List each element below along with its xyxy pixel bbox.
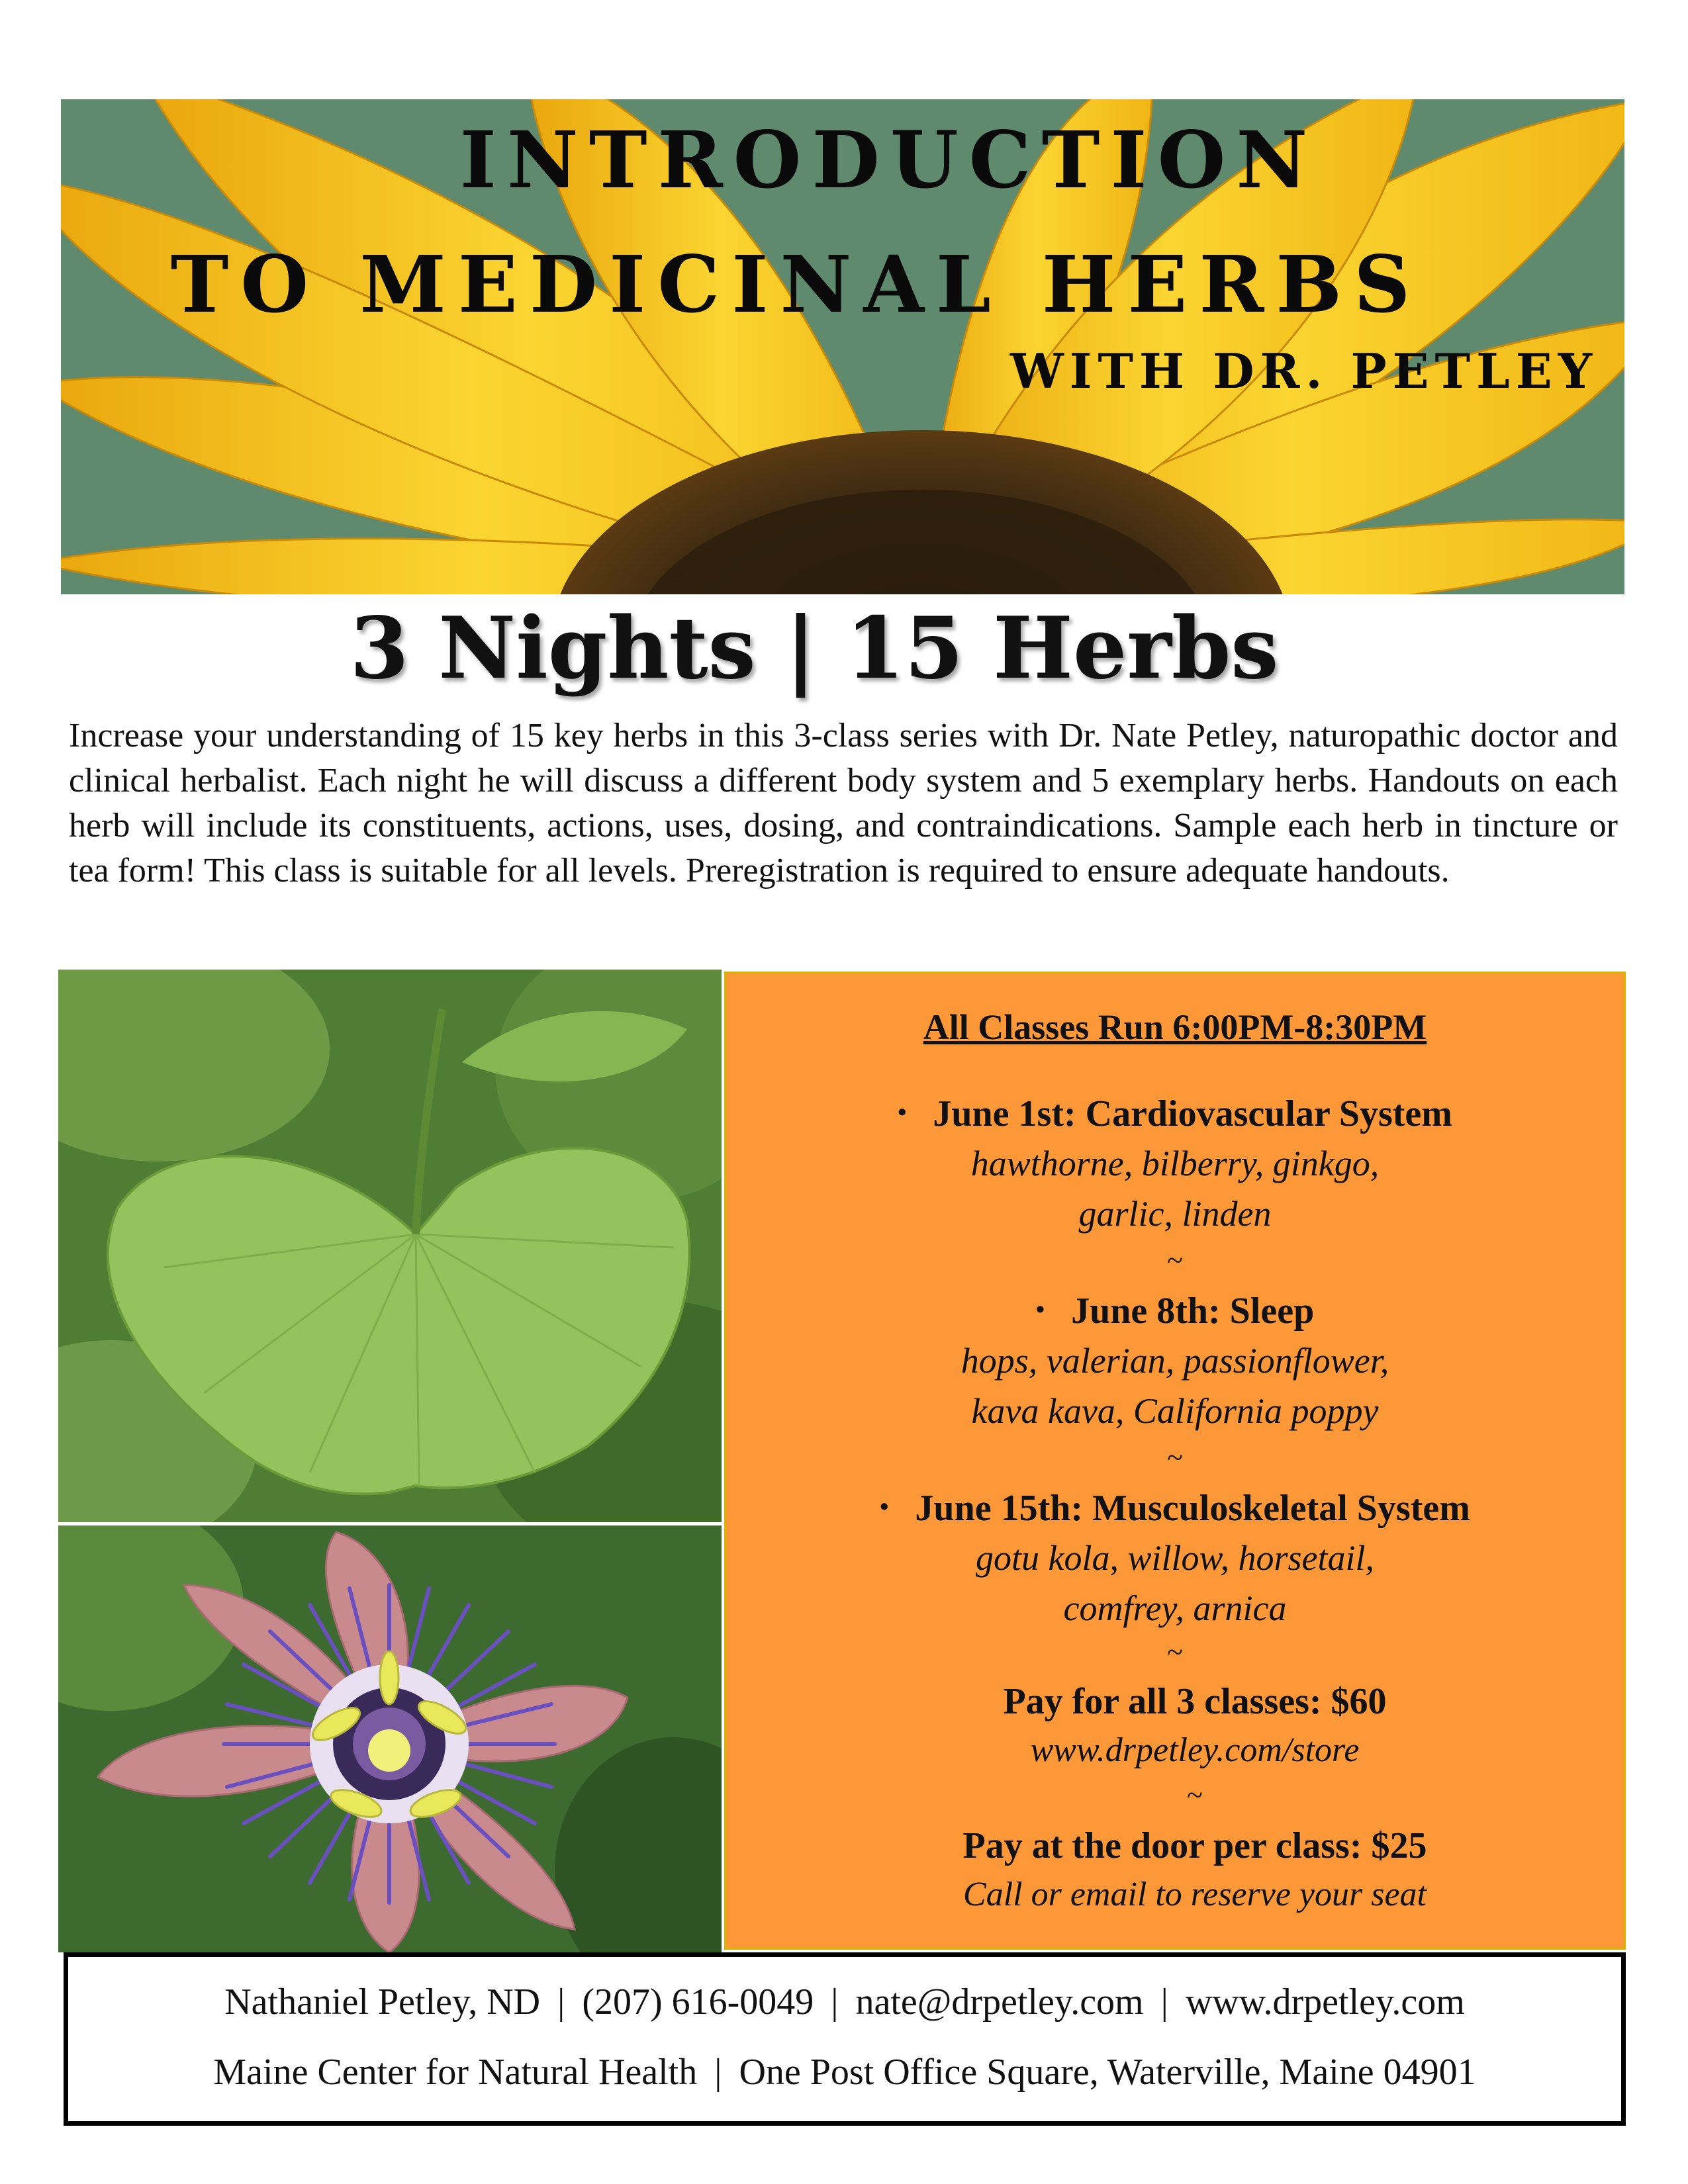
bullet-icon: • [1035, 1296, 1045, 1324]
class-title: June 15th: Musculoskeletal System [915, 1488, 1470, 1529]
contact-name: Nathaniel Petley, ND [224, 1981, 541, 2023]
class-title: June 8th: Sleep [1071, 1291, 1315, 1332]
class-herbs-line: kava kava, California poppy [971, 1391, 1379, 1431]
separator: | [557, 1981, 565, 2023]
title-line-2: TO MEDICINAL HERBS [170, 238, 1423, 330]
separator: | [1160, 1981, 1168, 2023]
bullet-icon: • [898, 1099, 907, 1126]
ginkgo-photo [58, 970, 722, 1522]
divider-tilde: ~ [1167, 1636, 1183, 1668]
pay-door-price: Pay at the door per class: $25 [962, 1825, 1427, 1866]
headline: 3 Nights | 15 Herbs [350, 599, 1279, 698]
class-item-june-15 [726, 1487, 1624, 1529]
separator: | [831, 1981, 839, 2023]
schedule-header: All Classes Run 6:00PM-8:30PM [923, 1007, 1427, 1047]
title-line-1: INTRODUCTION [459, 114, 1319, 206]
contact-email[interactable]: nate@drpetley.com [855, 1981, 1144, 2023]
contact-phone[interactable]: (207) 616-0049 [582, 1981, 814, 2023]
class-herbs-line: comfrey, arnica [1063, 1588, 1287, 1628]
hero-banner [61, 99, 1624, 594]
passionflower-image [58, 1525, 722, 1952]
reserve-note: Call or email to reserve your seat [963, 1876, 1427, 1913]
class-herbs-line: gotu kola, willow, horsetail, [975, 1538, 1374, 1578]
intro-paragraph: Increase your understanding of 15 key herbs in this 3-class series with Dr. Nate Petley, naturopathic doctor and clinical herbalist. Each night he will discuss a different body system and 5 exemplary herbs. Handouts on each herb will include its constituents, actions, uses, dosing, and contraindications. Sample each herb in tincture or tea form! This class is suitable for all levels. Preregistration is required to ensure adequate handouts. [69, 717, 1618, 889]
class-herbs-line: hops, valerian, passionflower, [961, 1341, 1389, 1381]
title-subtitle: WITH DR. PETLEY [1009, 343, 1598, 399]
contact-website[interactable]: www.drpetley.com [1185, 1981, 1465, 2023]
store-link[interactable]: www.drpetley.com/store [1030, 1731, 1360, 1769]
divider-tilde: ~ [1167, 1244, 1183, 1277]
divider-tilde: ~ [1187, 1779, 1203, 1811]
contact-row-2 [68, 2051, 1621, 2093]
contact-row-1 [68, 1981, 1621, 2023]
ginkgo-leaf-image [58, 970, 722, 1522]
bullet-icon: • [880, 1493, 889, 1521]
center-address: One Post Office Square, Waterville, Maine 04901 [739, 2052, 1476, 2093]
separator: | [714, 2052, 722, 2093]
passionflower-photo [58, 1525, 722, 1952]
divider-tilde: ~ [1167, 1441, 1183, 1474]
center-name: Maine Center for Natural Health [213, 2052, 698, 2093]
contact-footer [64, 1952, 1626, 2126]
class-title: June 1st: Cardiovascular System [933, 1093, 1452, 1134]
pay-all-price: Pay for all 3 classes: $60 [1003, 1681, 1387, 1722]
class-item-june-8 [726, 1290, 1624, 1332]
schedule-panel [724, 972, 1626, 1950]
class-herbs-line: hawthorne, bilberry, ginkgo, [970, 1144, 1380, 1183]
class-item-june-1 [726, 1093, 1624, 1135]
class-herbs-line: garlic, linden [1078, 1194, 1272, 1234]
